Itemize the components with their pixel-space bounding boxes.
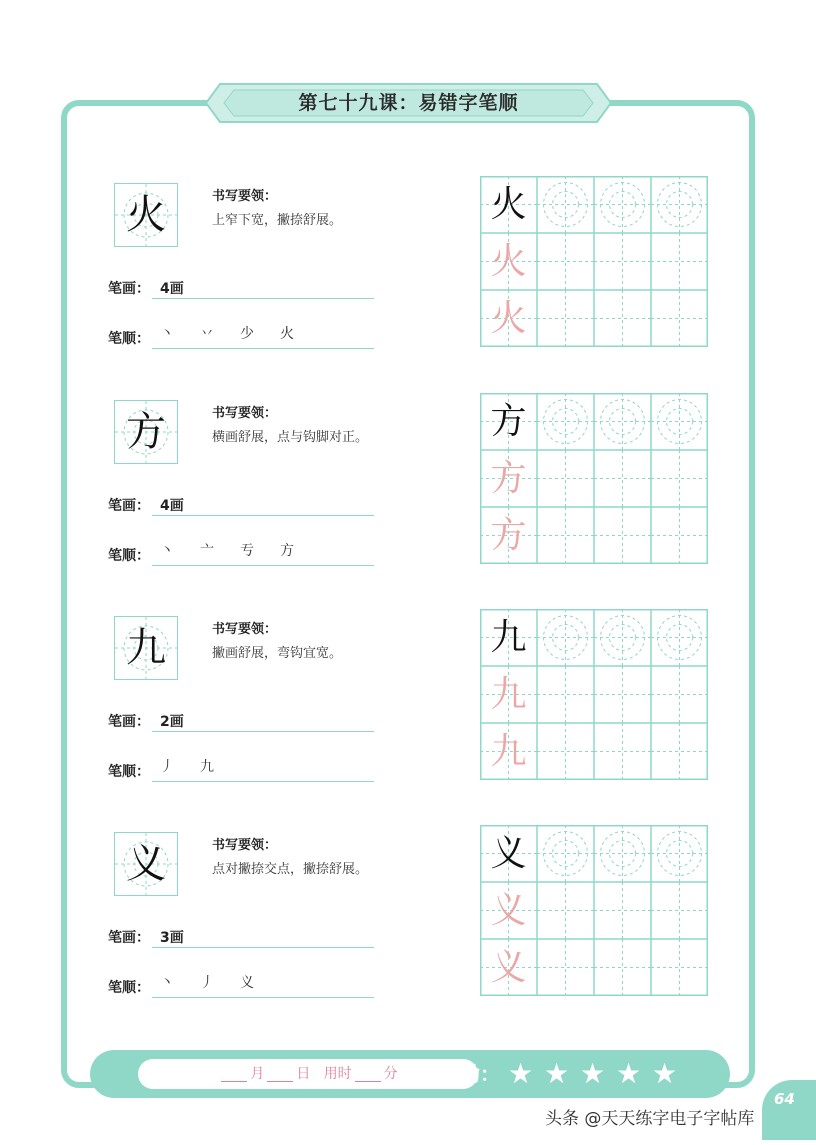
watermark: 头条 @天天练字电子字帖库 [545,1109,755,1129]
practice-grid[interactable] [480,393,708,564]
star-icon: ★ [580,1057,606,1090]
footer-bar [90,1050,730,1098]
stroke-order-line [152,565,374,566]
stroke-order-sequence [160,540,320,560]
tips-label: 书写要领： [212,189,278,204]
lesson-block [0,616,816,816]
stroke-step: 丿 [160,759,174,775]
stroke-step: 丶 [160,543,174,559]
stroke-count-value: 4画 [160,281,184,297]
stroke-step: 少 [240,326,254,342]
reference-char-box [114,832,178,896]
reward-stars[interactable] [508,1057,688,1090]
stroke-count-label: 笔画： [108,714,150,730]
practice-grid[interactable] [480,176,708,347]
stroke-order-line [152,997,374,998]
trace-char: 九 [490,731,527,772]
stroke-step: 丷 [200,326,214,342]
lesson-block [0,400,816,600]
tips-text: 上窄下宽，撇捺舒展。 [212,213,343,228]
tips-label: 书写要领： [212,622,278,637]
tips-label: 书写要领： [212,838,278,853]
page-number: 64 [762,1080,816,1140]
model-char: 方 [490,401,527,442]
stroke-step: 方 [280,543,294,559]
practice-grid[interactable] [480,825,708,996]
trace-char: 义 [490,890,527,931]
stroke-step: 亐 [240,543,254,559]
reference-char: 九 [126,625,166,671]
stroke-order-label: 笔顺： [108,548,150,564]
stroke-step: 火 [280,326,294,342]
star-icon: ★ [652,1057,678,1090]
star-icon: ★ [508,1057,534,1090]
title-banner [206,82,611,124]
star-icon: ★ [616,1057,642,1090]
stroke-order-sequence [160,972,280,992]
model-char: 义 [490,833,527,874]
trace-char: 火 [490,298,527,339]
model-char: 九 [490,617,527,658]
tips-label: 书写要领： [212,406,278,421]
stroke-count-line [152,515,374,516]
practice-grid[interactable] [480,609,708,780]
stroke-step: 亠 [200,543,214,559]
reference-char-box [114,183,178,247]
trace-char: 方 [490,458,527,499]
lesson-block [0,183,816,383]
trace-char: 火 [490,241,527,282]
reference-char: 义 [126,841,166,887]
stroke-order-line [152,348,374,349]
reference-char: 方 [126,409,166,455]
stroke-count-label: 笔画： [108,930,150,946]
trace-char: 义 [490,947,527,988]
trace-char: 方 [490,515,527,556]
stroke-count-value: 2画 [160,714,184,730]
star-icon: ★ [544,1057,570,1090]
reference-char-box [114,400,178,464]
stroke-count-line [152,298,374,299]
stroke-order-label: 笔顺： [108,980,150,996]
reference-char: 火 [126,192,166,238]
date-field[interactable]: 月 日 用时 分 [138,1059,478,1089]
stroke-count-value: 3画 [160,930,184,946]
stroke-step: 九 [200,759,214,775]
stroke-step: 丶 [160,326,174,342]
stroke-step: 丶 [160,975,174,991]
tips-text: 撇画舒展，弯钩宜宽。 [212,646,343,661]
reward-label: 奖励： [440,1062,500,1086]
stroke-order-line [152,781,374,782]
stroke-order-label: 笔顺： [108,764,150,780]
lesson-block [0,832,816,1032]
stroke-order-sequence [160,323,320,343]
tips-text: 点对撇捺交点，撇捺舒展。 [212,862,369,877]
tips-text: 横画舒展，点与钩脚对正。 [212,430,369,445]
stroke-count-label: 笔画： [108,498,150,514]
reference-char-box [114,616,178,680]
stroke-count-line [152,731,374,732]
stroke-step: 义 [240,975,254,991]
trace-char: 九 [490,674,527,715]
model-char: 火 [490,184,527,225]
page-title: 第七十九课：易错字笔顺 [298,92,519,114]
stroke-count-label: 笔画： [108,281,150,297]
stroke-step: 丿 [200,975,214,991]
stroke-count-line [152,947,374,948]
stroke-order-label: 笔顺： [108,331,150,347]
stroke-count-value: 4画 [160,498,184,514]
stroke-order-sequence [160,756,240,776]
